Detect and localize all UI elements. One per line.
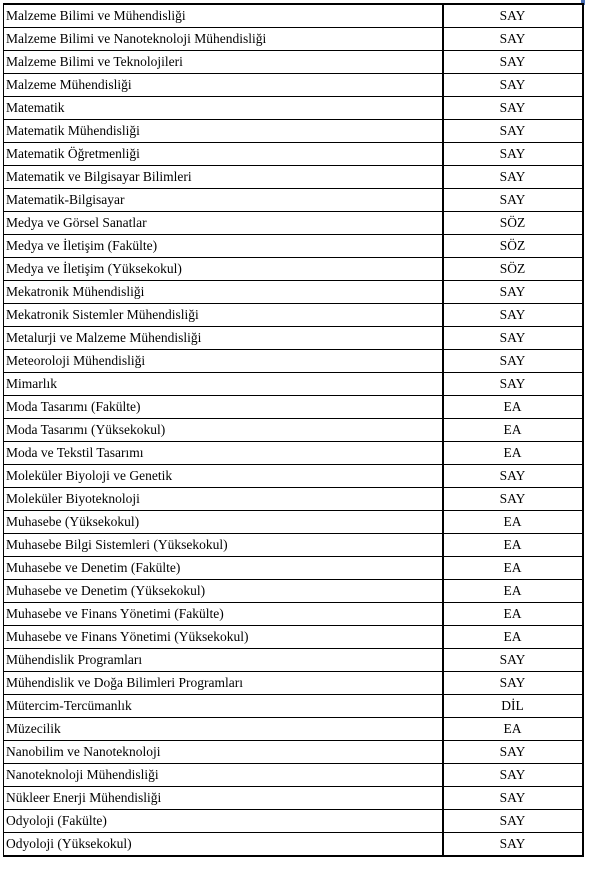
table-row: [4, 442, 583, 465]
table-row: [4, 212, 583, 235]
table-row: [4, 488, 583, 511]
program-name-cell: Odyoloji (Fakülte): [4, 810, 443, 833]
score-type-cell: SAY: [443, 350, 583, 373]
program-name-cell: Odyoloji (Yüksekokul): [4, 833, 443, 857]
program-name-cell: Mühendislik Programları: [4, 649, 443, 672]
program-name-cell: Mühendislik ve Doğa Bilimleri Programları: [4, 672, 443, 695]
score-type-cell: SAY: [443, 810, 583, 833]
score-type-cell: SAY: [443, 120, 583, 143]
program-name-cell: Mimarlık: [4, 373, 443, 396]
table-row: [4, 258, 583, 281]
table-row: [4, 304, 583, 327]
score-type-cell: EA: [443, 442, 583, 465]
score-type-cell: SAY: [443, 97, 583, 120]
program-name-cell: Matematik-Bilgisayar: [4, 189, 443, 212]
table-row: [4, 235, 583, 258]
program-name-cell: Meteoroloji Mühendisliği: [4, 350, 443, 373]
program-name-cell: Matematik Mühendisliği: [4, 120, 443, 143]
score-type-cell: SAY: [443, 649, 583, 672]
program-name-cell: Malzeme Bilimi ve Teknolojileri: [4, 51, 443, 74]
program-name-cell: Muhasebe ve Denetim (Fakülte): [4, 557, 443, 580]
table-row: [4, 74, 583, 97]
score-type-cell: EA: [443, 626, 583, 649]
score-type-cell: SAY: [443, 4, 583, 28]
table-row: [4, 695, 583, 718]
program-name-cell: Mekatronik Sistemler Mühendisliği: [4, 304, 443, 327]
score-type-cell: SAY: [443, 833, 583, 857]
table-row: [4, 166, 583, 189]
score-type-cell: EA: [443, 718, 583, 741]
table-row: [4, 28, 583, 51]
score-type-cell: SAY: [443, 764, 583, 787]
program-name-cell: Nükleer Enerji Mühendisliği: [4, 787, 443, 810]
table-row: [4, 396, 583, 419]
table-row: [4, 787, 583, 810]
score-type-cell: SÖZ: [443, 258, 583, 281]
score-type-cell: EA: [443, 534, 583, 557]
program-name-cell: Medya ve İletişim (Fakülte): [4, 235, 443, 258]
table-row: [4, 419, 583, 442]
table-row: [4, 143, 583, 166]
program-name-cell: Medya ve İletişim (Yüksekokul): [4, 258, 443, 281]
score-type-cell: SAY: [443, 672, 583, 695]
program-name-cell: Moda Tasarımı (Yüksekokul): [4, 419, 443, 442]
score-type-cell: SAY: [443, 143, 583, 166]
table-row: [4, 511, 583, 534]
score-type-cell: SAY: [443, 787, 583, 810]
program-name-cell: Moleküler Biyoteknoloji: [4, 488, 443, 511]
program-name-cell: Nanoteknoloji Mühendisliği: [4, 764, 443, 787]
table-row: [4, 327, 583, 350]
score-type-cell: SAY: [443, 189, 583, 212]
score-type-cell: EA: [443, 511, 583, 534]
program-name-cell: Metalurji ve Malzeme Mühendisliği: [4, 327, 443, 350]
table-row: [4, 97, 583, 120]
table-row: [4, 534, 583, 557]
table-row: [4, 833, 583, 857]
table-row: [4, 580, 583, 603]
score-type-cell: SAY: [443, 166, 583, 189]
program-name-cell: Muhasebe Bilgi Sistemleri (Yüksekokul): [4, 534, 443, 557]
table-row: [4, 4, 583, 28]
program-name-cell: Muhasebe (Yüksekokul): [4, 511, 443, 534]
program-name-cell: Medya ve Görsel Sanatlar: [4, 212, 443, 235]
score-type-cell: EA: [443, 396, 583, 419]
program-name-cell: Moleküler Biyoloji ve Genetik: [4, 465, 443, 488]
table-row: [4, 718, 583, 741]
score-type-cell: SAY: [443, 327, 583, 350]
program-name-cell: Muhasebe ve Finans Yönetimi (Fakülte): [4, 603, 443, 626]
program-name-cell: Matematik: [4, 97, 443, 120]
table-row: [4, 810, 583, 833]
score-type-cell: SAY: [443, 51, 583, 74]
score-type-cell: SAY: [443, 304, 583, 327]
program-name-cell: Müzecilik: [4, 718, 443, 741]
score-type-cell: EA: [443, 580, 583, 603]
table-row: [4, 281, 583, 304]
table-row: [4, 672, 583, 695]
table-row: [4, 465, 583, 488]
score-type-cell: EA: [443, 603, 583, 626]
table-row: [4, 189, 583, 212]
score-type-cell: SAY: [443, 281, 583, 304]
table-row: [4, 350, 583, 373]
table-row: [4, 741, 583, 764]
program-name-cell: Mütercim-Tercümanlık: [4, 695, 443, 718]
score-type-cell: SÖZ: [443, 212, 583, 235]
program-name-cell: Matematik Öğretmenliği: [4, 143, 443, 166]
table-row: [4, 120, 583, 143]
score-type-cell: EA: [443, 419, 583, 442]
program-name-cell: Moda Tasarımı (Fakülte): [4, 396, 443, 419]
score-type-cell: SÖZ: [443, 235, 583, 258]
program-name-cell: Malzeme Bilimi ve Mühendisliği: [4, 4, 443, 28]
table-row: [4, 603, 583, 626]
score-type-cell: EA: [443, 557, 583, 580]
program-name-cell: Muhasebe ve Finans Yönetimi (Yüksekokul): [4, 626, 443, 649]
table-row: [4, 51, 583, 74]
score-type-cell: SAY: [443, 28, 583, 51]
table-body: [4, 4, 583, 856]
table-row: [4, 557, 583, 580]
program-name-cell: Matematik ve Bilgisayar Bilimleri: [4, 166, 443, 189]
table-row: [4, 649, 583, 672]
program-name-cell: Muhasebe ve Denetim (Yüksekokul): [4, 580, 443, 603]
table-row: [4, 373, 583, 396]
score-type-cell: SAY: [443, 74, 583, 97]
score-type-cell: SAY: [443, 465, 583, 488]
score-type-cell: SAY: [443, 488, 583, 511]
program-name-cell: Malzeme Mühendisliği: [4, 74, 443, 97]
score-type-cell: SAY: [443, 741, 583, 764]
table-row: [4, 764, 583, 787]
table-row: [4, 626, 583, 649]
program-name-cell: Moda ve Tekstil Tasarımı: [4, 442, 443, 465]
program-name-cell: Mekatronik Mühendisliği: [4, 281, 443, 304]
score-type-cell: DİL: [443, 695, 583, 718]
program-name-cell: Malzeme Bilimi ve Nanoteknoloji Mühendisliği: [4, 28, 443, 51]
score-type-cell: SAY: [443, 373, 583, 396]
program-score-type-table: [3, 3, 584, 857]
program-name-cell: Nanobilim ve Nanoteknoloji: [4, 741, 443, 764]
